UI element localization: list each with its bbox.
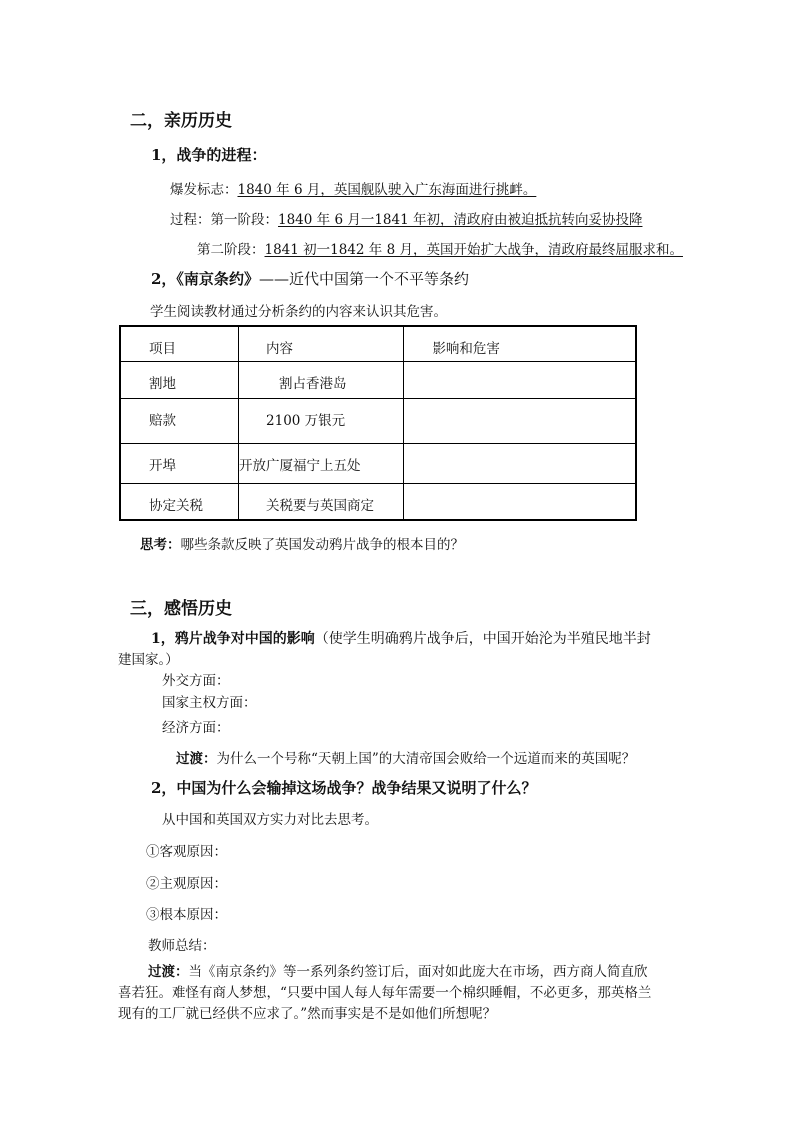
phase2-label: 第二阶段： bbox=[197, 242, 265, 258]
reading-instruction: 学生阅读教材通过分析条约的内容来认识其危害。 bbox=[150, 304, 447, 320]
outbreak-text: 1840 年 6 月，英国舰队驶入广东海面进行挑衅。 bbox=[237, 182, 537, 198]
impact-heading bbox=[151, 628, 651, 648]
transition2-label: 过渡： bbox=[148, 964, 189, 980]
transition-2-line3: 现有的工厂就已经供不应求了。”然而事实是不是如他们所想呢？ bbox=[118, 1006, 497, 1022]
table-row bbox=[120, 398, 636, 443]
transition2-text-a: 当《南京条约》等一系列条约签订后，面对如此庞大在市场，西方商人简直欣 bbox=[188, 964, 648, 980]
war-process-heading: 1，战争的进程： bbox=[151, 146, 267, 164]
think-text: 哪些条款反映了英国发动鸦片战争的根本目的？ bbox=[180, 537, 464, 553]
think-question bbox=[140, 533, 464, 553]
section-heading-3: 三，感悟历史 bbox=[130, 599, 232, 619]
diplomacy-label: 外交方面： bbox=[162, 673, 230, 689]
phase1-text: 1840 年 6 月一1841 年初，清政府由被迫抵抗转向妥协投降 bbox=[278, 212, 643, 228]
transition-text: 为什么一个号称“天朝上国”的大清帝国会败给一个远道而来的英国呢？ bbox=[216, 751, 636, 767]
treaty-table bbox=[119, 325, 637, 521]
treaty-heading bbox=[151, 268, 469, 289]
table-cell bbox=[404, 361, 636, 398]
table-cell: 2100 万银元 bbox=[239, 398, 404, 443]
impact-heading-bold: 1，鸦片战争对中国的影响 bbox=[151, 631, 315, 647]
phase2-text: 1841 初一1842 年 8 月，英国开始扩大战争，清政府最终屈服求和。 bbox=[264, 242, 683, 258]
think-label: 思考： bbox=[140, 537, 181, 553]
why-lost-heading: 2，中国为什么会输掉这场战争？战争结果又说明了什么？ bbox=[151, 779, 537, 797]
table-header-cell: 项目 bbox=[120, 326, 239, 361]
table-cell bbox=[404, 443, 636, 483]
treaty-heading-rest: ——近代中国第一个不平等条约 bbox=[258, 270, 469, 288]
transition-label: 过渡： bbox=[176, 751, 217, 767]
table-cell: 割地 bbox=[120, 361, 239, 398]
outbreak-line bbox=[170, 178, 536, 198]
table-header-cell: 内容 bbox=[239, 326, 404, 361]
table-cell: 开放广厦福宁上五处 bbox=[239, 443, 404, 483]
transition-2-line2: 喜若狂。难怪有商人梦想，“只要中国人每人每年需要一个棉织睡帽，不必更多，那英格兰 bbox=[118, 985, 652, 1001]
table-row bbox=[120, 361, 636, 398]
transition-1 bbox=[176, 747, 635, 767]
table-cell bbox=[404, 398, 636, 443]
fundamental-reason: ③根本原因： bbox=[146, 907, 227, 923]
impact-heading-cont: 建国家。） bbox=[118, 652, 179, 668]
table-cell: 赔款 bbox=[120, 398, 239, 443]
phase2-line bbox=[197, 238, 683, 258]
table-row bbox=[120, 483, 636, 520]
table-cell: 开埠 bbox=[120, 443, 239, 483]
impact-heading-rest: （使学生明确鸦片战争后，中国开始沦为半殖民地半封 bbox=[314, 631, 651, 647]
transition-2-line1 bbox=[148, 960, 648, 980]
outbreak-label: 爆发标志： bbox=[170, 182, 238, 198]
economy-label: 经济方面： bbox=[162, 720, 230, 736]
process-label: 过程：第一阶段： bbox=[170, 212, 278, 228]
teacher-summary: 教师总结： bbox=[148, 938, 216, 954]
table-cell: 割占香港岛 bbox=[239, 361, 404, 398]
table-row bbox=[120, 443, 636, 483]
table-cell bbox=[404, 483, 636, 520]
objective-reason: ①客观原因： bbox=[146, 844, 227, 860]
compare-instruction: 从中国和英国双方实力对比去思考。 bbox=[162, 812, 378, 828]
table-cell: 协定关税 bbox=[120, 483, 239, 520]
treaty-heading-bold: 2，《南京条约》 bbox=[151, 270, 259, 288]
section-heading-2: 二，亲历历史 bbox=[130, 111, 232, 131]
phase1-line bbox=[170, 208, 642, 228]
table-cell: 关税要与英国商定 bbox=[239, 483, 404, 520]
table-header-cell: 影响和危害 bbox=[404, 326, 636, 361]
sovereignty-label: 国家主权方面： bbox=[162, 695, 257, 711]
subjective-reason: ②主观原因： bbox=[146, 876, 227, 892]
table-header-row bbox=[120, 326, 636, 361]
